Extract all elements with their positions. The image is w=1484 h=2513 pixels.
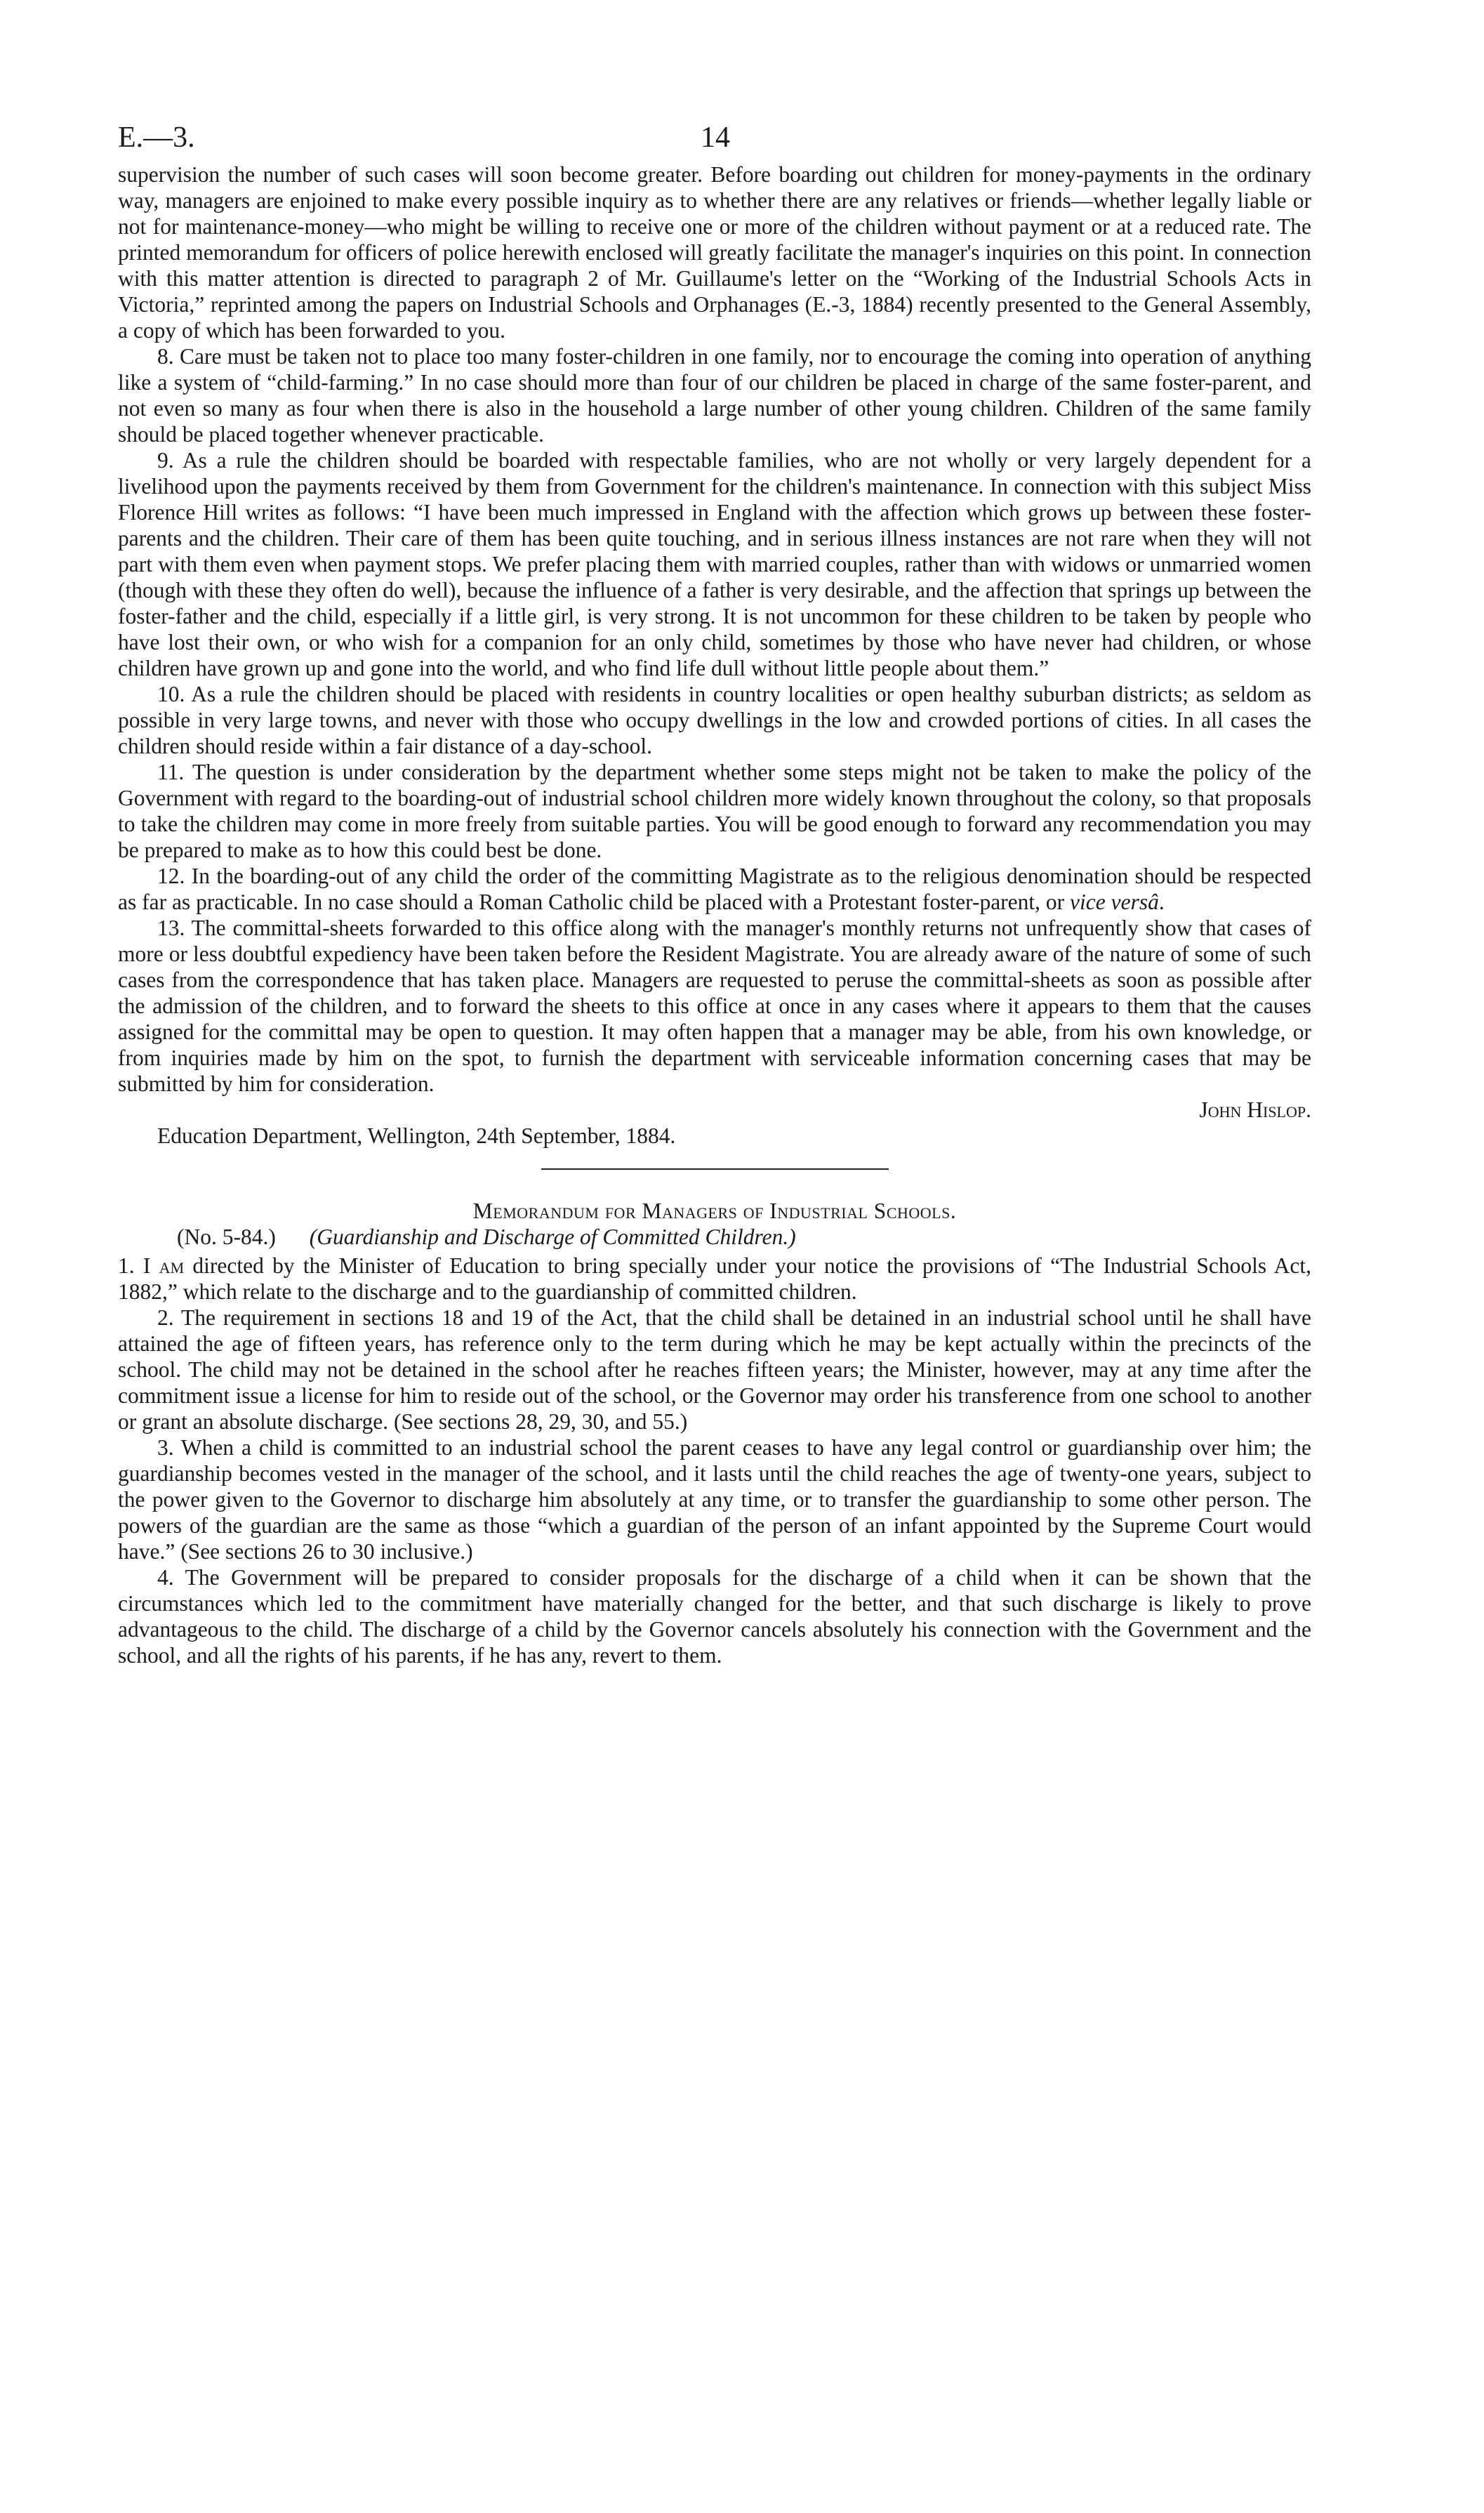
paragraph-11: 11. The question is under consideration by the department whether some steps might not be taken to make the policy of the Government with regard to the boarding-out of industrial school children more widely known throughout the colony, so that proposals to take the children may come in more freely from suitable parties. You will be good enough to forward any recommendation you may be prepared to make as to how this could best be done. <box>118 760 1311 862</box>
document-reference: E.—3. <box>118 121 195 154</box>
paragraph-13: 13. The committal-sheets forwarded to this office along with the manager's monthly returns not unfrequently show that cases of more or less doubtful expediency have been taken before the Resident Magistrate. You are already aware of the nature of some of such cases from the correspondence that has taken place. Managers are requested to peruse the committal-sheets as soon as possible after the admission of the children, and to forward the sheets to this office at once in any cases where it appears to them that the causes assigned for the committal may be open to question. It may often happen that a manager may be able, from his own knowledge, or from inquiries made by him on the spot, to furnish the department with serviceable information concerning cases that may be submitted by him for consideration. <box>118 916 1311 1096</box>
memo-paragraph-4: 4. The Government will be prepared to consider proposals for the discharge of a child when it can be shown that the circumstances which led to the commitment have materially changed for the better, and that such discharge is likely to prove advantageous to the child. The discharge of a child by the Governor cancels absolutely his connection with the Government and the school, and all the rights of his parents, if he has any, revert to them. <box>118 1565 1311 1668</box>
memorandum-number: (No. 5-84.) <box>177 1225 276 1249</box>
memo-paragraph-1 <box>118 1253 1311 1305</box>
page-number: 14 <box>701 121 730 154</box>
circular-body <box>118 161 1311 1149</box>
memo-paragraph-1-lead: 1. I am <box>118 1253 185 1278</box>
memo-paragraph-3: 3. When a child is committed to an industrial school the parent ceases to have any legal control or guardianship over him; the guardianship becomes vested in the manager of the school, and it lasts until the child reaches the age of twenty-one years, subject to the power given to the Governor to discharge him absolutely at any time, or to transfer the guardianship to some other person. The powers of the guardian are the same as those “which a guardian of the person of an infant appointed by the Supreme Court would have.” (See sections 26 to 30 inclusive.) <box>118 1435 1311 1564</box>
memo-paragraph-2: 2. The requirement in sections 18 and 19 of the Act, that the child shall be detained in an industrial school until he shall have attained the age of fifteen years, has reference only to the term during which he may be kept actually within the precincts of the school. The child may not be detained in the school after he reaches fifteen years; the Minister, however, may at any time after the commitment issue a license for him to reside out of the school, or the Governor may order his transference from one school to another or grant an absolute discharge. (See sections 28, 29, 30, and 55.) <box>118 1305 1311 1434</box>
signature: John Hislop. <box>1199 1097 1311 1122</box>
paragraph-12-italic: vice versâ <box>1070 890 1159 914</box>
memorandum-body <box>118 1253 1311 1668</box>
memorandum-subheading <box>118 1224 1311 1250</box>
paragraph-9: 9. As a rule the children should be boarded with respectable families, who are not wholly or very largely dependent for a livelihood upon the payments received by them from Government for the children's maintenance. In connection with this subject Miss Florence Hill writes as follows: “I have been much impressed in England with the affection which grows up between these foster-parents and the children. Their care of them has been quite touching, and in serious illness instances are not rare when they will not part with them even when payment stops. We prefer placing them with married couples, rather than with widows or unmarried women (though with these they often do well), because the influence of a father is very desirable, and the affection that springs up between the foster-father and the child, especially if a little girl, is very strong. It is not uncommon for these children to be taken by people who have lost their own, or who wish for a companion for an only child, sometimes by those who have never had children, or whose children have grown up and gone into the world, and who find life dull without little people about them.” <box>118 448 1311 680</box>
memo-paragraph-1-text: directed by the Minister of Education to bring specially under your notice the provisions of “The Industrial Schools Act, 1882,” which relate to the discharge and to the guardianship of committed children. <box>118 1253 1311 1304</box>
page-header <box>118 105 1311 161</box>
continuation-paragraph: supervision the number of such cases will soon become greater. Before boarding out children for money-payments in the ordinary way, managers are enjoined to make every possible inquiry as to whether there are any relatives or friends—whether legally liable or not for maintenance-money—who might be willing to receive one or more of the children without payment or at a reduced rate. The printed memorandum for officers of police herewith enclosed will greatly facilitate the manager's inquiries on this point. In connection with this matter attention is directed to paragraph 2 of Mr. Guillaume's letter on the “Working of the Industrial Schools Acts in Victoria,” reprinted among the papers on Industrial Schools and Orphanages (E.-3, 1884) recently presented to the General Assembly, a copy of which has been forwarded to you. <box>118 162 1311 343</box>
paragraph-10: 10. As a rule the children should be placed with residents in country localities or open healthy suburban districts; as seldom as possible in very large towns, and never with those who occupy dwellings in the low and crowded portions of cities. In all cases the children should reside within a fair distance of a day-school. <box>118 682 1311 758</box>
memorandum-title: Memorandum for Managers of Industrial Schools. <box>472 1199 957 1223</box>
paragraph-8: 8. Care must be taken not to place too many foster-children in one family, nor to encourage the coming into operation of anything like a system of “child-farming.” In no case should more than four of our children be placed in charge of the same foster-parent, and not even so many as four when there is also in the household a large number of other young children. Children of the same family should be placed together whenever practicable. <box>118 344 1311 447</box>
paragraph-12-end: . <box>1158 890 1165 914</box>
memorandum-subtitle: (Guardianship and Discharge of Committed Children.) <box>309 1225 796 1249</box>
paragraph-12-text: 12. In the boarding-out of any child the order of the committing Magistrate as to the religious denomination should be respected as far as practicable. In no case should a Roman Catholic child be placed with a Protestant foster-parent, or <box>118 864 1311 914</box>
paragraph-12 <box>118 863 1311 915</box>
section-divider <box>541 1168 889 1170</box>
dateline: Education Department, Wellington, 24th September, 1884. <box>157 1123 676 1148</box>
document-page <box>118 105 1311 1668</box>
